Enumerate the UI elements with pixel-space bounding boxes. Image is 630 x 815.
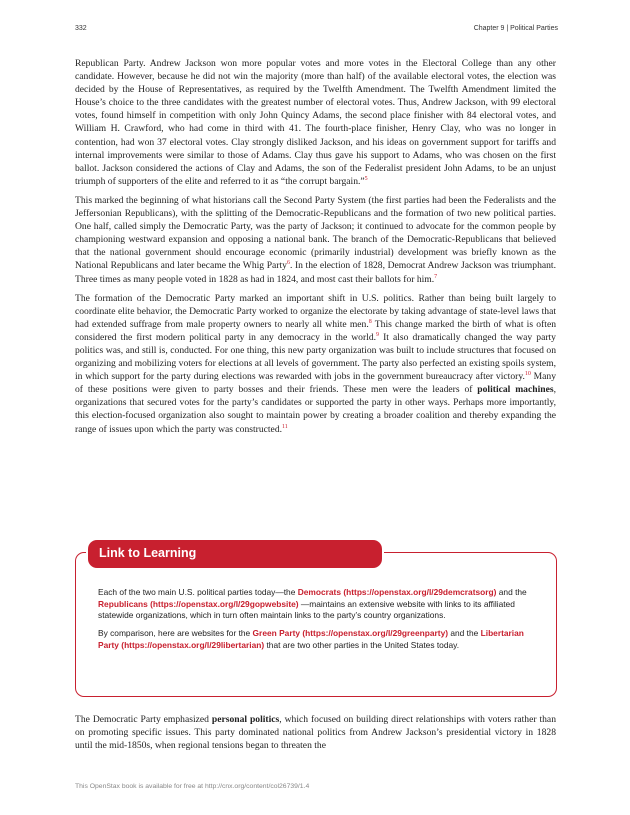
link-to-learning-tab bbox=[88, 540, 382, 568]
paragraph-2 bbox=[75, 194, 556, 286]
paragraph-1 bbox=[75, 57, 556, 188]
feature-text: and the bbox=[448, 628, 481, 639]
republicans-link[interactable]: Republicans (https://openstax.org/l/29gopwebsite) bbox=[98, 598, 299, 609]
footnote-ref[interactable]: 8 bbox=[368, 318, 372, 325]
feature-text: that are two other parties in the United States today. bbox=[264, 639, 460, 650]
paragraph-text: . In the election of 1828, Democrat Andrew Jackson was triumphant. Three times as many people voted in 1828 as had in 1824, and most cast their ballots for him. bbox=[75, 260, 556, 285]
footnote-ref[interactable]: 7 bbox=[434, 273, 438, 280]
paragraph-text: This change marked the birth of what is often considered the first modern political party in any democracy in the world. bbox=[75, 318, 556, 343]
footnote-ref[interactable]: 10 bbox=[524, 370, 531, 377]
paragraph-text: The Democratic Party emphasized bbox=[75, 714, 212, 725]
paragraph-text: Many of these positions were given to party bosses and their friends. These men were the leaders of bbox=[75, 371, 557, 396]
key-term: personal politics bbox=[211, 714, 280, 725]
link-to-learning-content bbox=[98, 587, 530, 658]
body-text bbox=[75, 57, 556, 442]
paragraph-text: , organizations that secured votes for the party’s candidates or supported the party in other ways. Perhaps more importantly, this election-focused organization also sought to maintain power by creating a broader coalition and thereby expanding the range of issues upon which the party was constructed. bbox=[75, 384, 556, 435]
paragraph-3 bbox=[75, 292, 556, 436]
paragraph-text: The formation of the Democratic Party marked an important shift in U.S. politics. Rather than being built largely to coordinate elite behavior, the Democratic Party worked to organize the electorate by taking advantage of state-level laws that had extended suffrage from male property owners to nearly all white men. bbox=[75, 292, 556, 330]
paragraph-text: Republican Party. Andrew Jackson won more popular votes and more votes in the Electoral College than any other candidate. However, because he did not win the majority (more than half) of the available electoral votes, the election was decided by the House of Representatives, as required by the Twelfth Amendment. The Twelfth Amendment limited the House’s choice to the three candidates with the greatest number of electoral votes. Thus, Andrew Jackson, with 99 electoral votes, found himself in competition with only John Quincy Adams, the second place finisher with 84 electoral votes, and William H. Crawford, who had come in third with 41. The fourth-place finisher, Henry Clay, who was no longer in contention, had won 37 electoral votes. Clay strongly disliked Jackson, and his ideas on government support for tariffs and internal improvements were similar to those of Adams. Clay thus gave his support to Adams, who was chosen on the first ballot. Jackson considered the actions of Clay and Adams, the son of the Federalist president John Adams, to be an unjust triumph of supporters of the elite and referred to it as “the corrupt bargain.” bbox=[75, 58, 556, 187]
feature-text: By comparison, here are websites for the bbox=[98, 628, 253, 639]
feature-paragraph-1 bbox=[98, 587, 530, 622]
paragraph-text: , which focused on building direct relationships with voters rather than on promoting specific issues. This party dominated national politics from Andrew Jackson’s presidential victory in 1828 until the mid-1850s, when regional tensions began to threaten the bbox=[75, 714, 556, 752]
paragraph-text: It also dramatically changed the way party politics was, and still is, conducted. For one thing, this new party organization was built to include structures that focused on organizing and mobilizing voters for elections at all levels of government. The party also perfected an existing spoils system, in which support for the party during elections was rewarded with jobs in the government bureaucracy after victory. bbox=[75, 331, 556, 383]
libertarian-party-link[interactable]: Libertarian Party (https://openstax.org/l/29libertarian) bbox=[98, 628, 524, 650]
democrats-link[interactable]: Democrats (https://openstax.org/l/29demcratsorg) bbox=[297, 587, 497, 597]
paragraph-4 bbox=[75, 713, 556, 752]
feature-paragraph-2 bbox=[98, 628, 530, 651]
footnote-ref[interactable]: 9 bbox=[376, 331, 380, 338]
page-number: 332 bbox=[75, 25, 87, 32]
footnote-ref[interactable]: 6 bbox=[286, 260, 290, 267]
feature-text: Each of the two main U.S. political parties today—the bbox=[98, 587, 298, 597]
feature-text: —maintains an extensive website with links to its affiliated statewide organizations, which in turn often maintain links to the party’s country organizations. bbox=[98, 598, 515, 621]
feature-text: and the bbox=[496, 587, 527, 597]
key-term: political machines bbox=[477, 384, 554, 396]
feature-title: Link to Learning bbox=[99, 546, 197, 560]
green-party-link[interactable]: Green Party (https://openstax.org/l/29greenparty) bbox=[252, 628, 449, 639]
footnote-ref[interactable]: 5 bbox=[364, 175, 368, 182]
chapter-title: Chapter 9 | Political Parties bbox=[473, 25, 558, 32]
page-footer: This OpenStax book is available for free at http://cnx.org/content/col26739/1.4 bbox=[75, 783, 310, 790]
paragraph-text: This marked the beginning of what historians call the Second Party System (the first parties had been the Federalists and the Jeffersonian Republicans), with the splitting of the Democratic-Republicans and the formation of two new political parties. One half, called simply the Democratic Party, was the party of Jackson; it continued to advocate for the common people by championing westward expansion and opposing a national bank. The branch of the Democratic-Republicans that believed that the national government should encourage economic (primarily industrial) development was briefly known as the National Republicans and later became the Whig Party bbox=[75, 194, 556, 272]
footnote-ref[interactable]: 11 bbox=[282, 423, 288, 430]
